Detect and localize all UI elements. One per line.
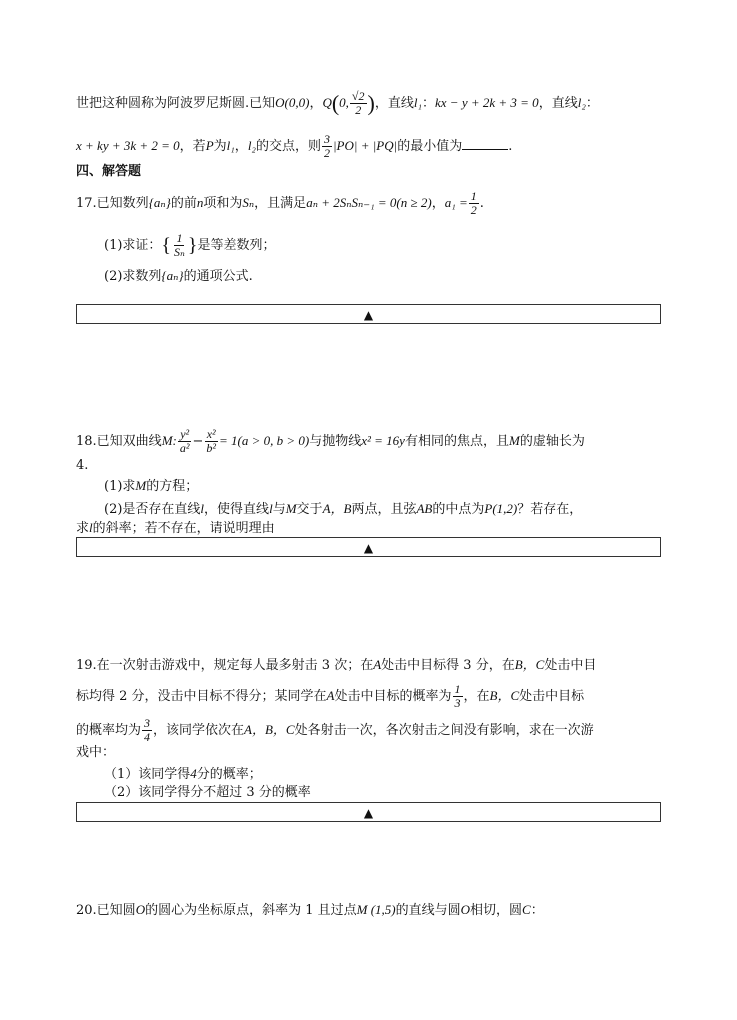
q19-line-2: 标均得 2 分，没击中目标不得分；某同学在A处击中目标的概率为 $\frac{1}{3}$ ，在B，C处击中目标 <box>76 682 585 710</box>
prob-a-fraction: $\frac{1}{3}$ <box>454 682 461 710</box>
section-heading: 四、解答题 <box>76 164 142 179</box>
prob-bc-fraction: $\frac{3}{4}$ <box>144 716 151 744</box>
q-point-fraction: $\frac{√2}{2}$ <box>351 89 365 117</box>
coefficient-fraction: $\frac{3}{2}$ <box>323 132 330 160</box>
q19-part-2: （2）该同学得分不超过 3 分的概率 <box>104 785 311 800</box>
reciprocal-sn-fraction: $\frac{1}{\text{Sₙ}}$ <box>174 231 185 259</box>
answer-marker-icon: ▲ <box>363 541 374 555</box>
q17-part-2: (2)求数列{aₙ}的通项公式. <box>104 268 253 284</box>
answer-marker-icon: ▲ <box>363 308 374 322</box>
y2-a2-fraction: $\frac{\text{y²}}{\text{a²}}$ <box>179 427 190 455</box>
q19-line-1: 19.在一次射击游戏中，规定每人最多射击 3 次；在A处击中目标得 3 分，在B，C处击中目 <box>76 657 597 673</box>
q16-line-1: 世把这种圆称为阿波罗尼斯圆.已知O(0,0)，Q(0, $\frac{√2}{2}$ )，直线l₁：kx − y + 2k + 3 = 0，直线l₂： <box>76 89 599 117</box>
q17-part-1: (1)求证：{ $\frac{1}{\text{Sₙ}}$ }是等差数列； <box>104 231 276 259</box>
q18-stem: 18.已知双曲线M: $\frac{\text{y²}}{\text{a²}}$ − $\frac{\text{x²}}{\text{b²}}$ = 1(a > 0, b > 0)与抛物线x² = 16y有相同的焦点，且M的虚轴长为 <box>76 427 585 455</box>
q18-stem-cont: 4. <box>76 458 89 473</box>
q20-stem: 20.已知圆O的圆心为坐标原点，斜率为 1 且过点M (1,5)的直线与圆O相切，圆C： <box>76 902 544 918</box>
q19-line-4: 戏中： <box>76 745 116 760</box>
q16-line-2: x + ky + 3k + 2 = 0，若P为l₁，l₂的交点，则 $\frac{3}{2}$ |PO| + |PQ|的最小值为 . <box>76 132 513 160</box>
fill-in-blank[interactable] <box>462 137 508 150</box>
x2-b2-fraction: $\frac{\text{x²}}{\text{b²}}$ <box>206 427 216 455</box>
q19-part-1: （1）该同学得4分的概率； <box>104 766 262 782</box>
q17-stem: 17.已知数列{aₙ}的前n项和为Sₙ，且满足aₙ + 2SₙSₙ₋₁ = 0(n ≥ 2)，a₁ = $\frac{1}{2}$ . <box>76 189 484 217</box>
answer-box-q18[interactable] <box>76 537 661 557</box>
q18-part-1: (1)求M的方程； <box>104 478 199 494</box>
q18-part-2-cont: 求l的斜率；若不存在，请说明理由 <box>76 520 275 536</box>
a1-fraction: $\frac{1}{2}$ <box>470 189 477 217</box>
answer-box-q19[interactable] <box>76 802 661 822</box>
q18-part-2: (2)是否存在直线l，使得直线l与M交于A，B两点，且弦AB的中点为P(1,2)？若存在， <box>104 501 583 517</box>
answer-marker-icon: ▲ <box>363 806 374 820</box>
answer-box-q17[interactable] <box>76 304 661 324</box>
q19-line-3: 的概率均为 $\frac{3}{4}$ ，该同学依次在A，B，C处各射击一次，各次射击之间没有影响，求在一次游 <box>76 716 594 744</box>
